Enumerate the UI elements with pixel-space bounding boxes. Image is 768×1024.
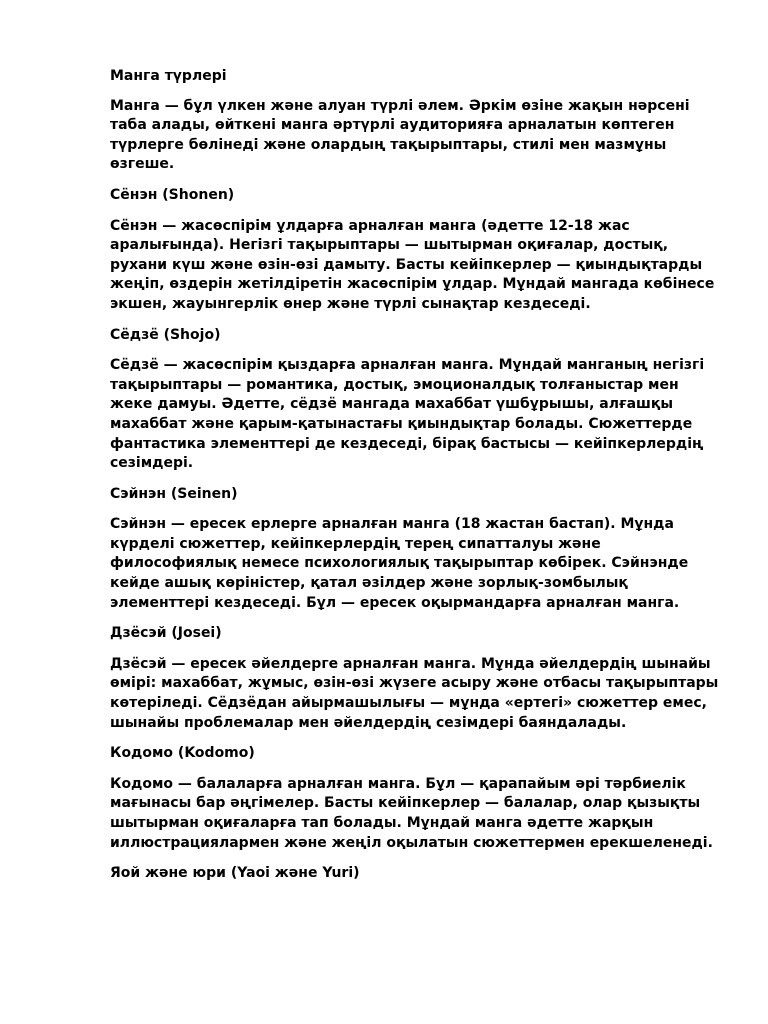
section-title-kodomo: Кодомо (Kodomo): [110, 745, 255, 762]
section-title-josei: Дзёсэй (Josei): [110, 625, 222, 642]
section-text-shojo: Сёдзё — жасөспірім қыздарға арналған манга. Мұндай манганың негізгі тақырыптары — романтика, достық, эмоционалдық толғаныстар мен жеке дамуы. Әдетте, сёдзё мангада махаббат үшбұрышы, алғашқы махаббат және қарым-қатынастағы қиындықтар болады. Сюжеттерде фантастика элементтері де кездеседі, бірақ бастысы — кейіпкерлердің сезімдері.: [110, 357, 705, 472]
section-text-seinen: Сэйнэн — ересек ерлерге арналған манга (18 жастан бастап). Мұнда күрделі сюжеттер, кейіпкерлердің терең сипатталуы және философиялық немесе психологиялық тақырыптар көбірек. Сэйнэнде кейде ашық көріністер, қатал әзілдер және зорлық-зомбылық элементтері кездеседі. Бұл — ересек оқырмандарға арналған манга.: [110, 516, 689, 611]
page-title: Манга түрлері: [110, 68, 227, 84]
section-text-josei: Дзёсэй — ересек әйелдерге арналған манга. Мұнда әйелдердің шынайы өмірі: махаббат, жұмыс, өзін-өзі жүзеге асыру және отбасы тақырыптары көтеріледі. Сёдзёдан айырмашылығы — мұнда «ертегі» сюжеттер емес, шынайы проблемалар мен әйелдердің сезімдері баяндалады.: [110, 655, 719, 731]
section-title-seinen: Сэйнэн (Seinen): [110, 485, 238, 502]
section-title-yaoi-yuri: Яой және юри (Yaoi және Yuri): [110, 865, 360, 882]
intro-paragraph: Манга — бұл үлкен және алуан түрлі әлем. Әркім өзіне жақын нәрсені таба алады, өйткені манга әртүрлі аудиторияға арналатын көптеген түрлерге бөлінеді және олардың тақырыптары, стилі мен мазмұны өзгеше.: [110, 97, 690, 173]
section-text-kodomo: Кодомо — балаларға арналған манга. Бұл — қарапайым әрі тәрбиелік мағынасы бар әңгімелер. Басты кейіпкерлер — балалар, олар қызықты шытырман оқиғаларға тап болады. Мұндай манга әдетте жарқын иллюстрациялармен және жеңіл оқылатын сюжеттермен ерекшеленеді.: [110, 775, 713, 851]
section-text-shonen: Сёнэн — жасөспірім ұлдарға арналған манга (әдетте 12-18 жас аралығында). Негізгі тақырыптары — шытырман оқиғалар, достық, рухани күш және өзін-өзі дамыту. Басты кейіпкерлер — қиындықтарды жеңіп, өздерін жетілдіретін жасөспірім ұлдар. Мұндай мангада көбінесе экшен, жауынгерлік өнер және түрлі сынақтар кездеседі.: [110, 217, 715, 312]
section-title-shojo: Сёдзё (Shojo): [110, 326, 221, 343]
section-title-shonen: Сёнэн (Shonen): [110, 186, 235, 203]
document-page: [110, 67, 720, 895]
